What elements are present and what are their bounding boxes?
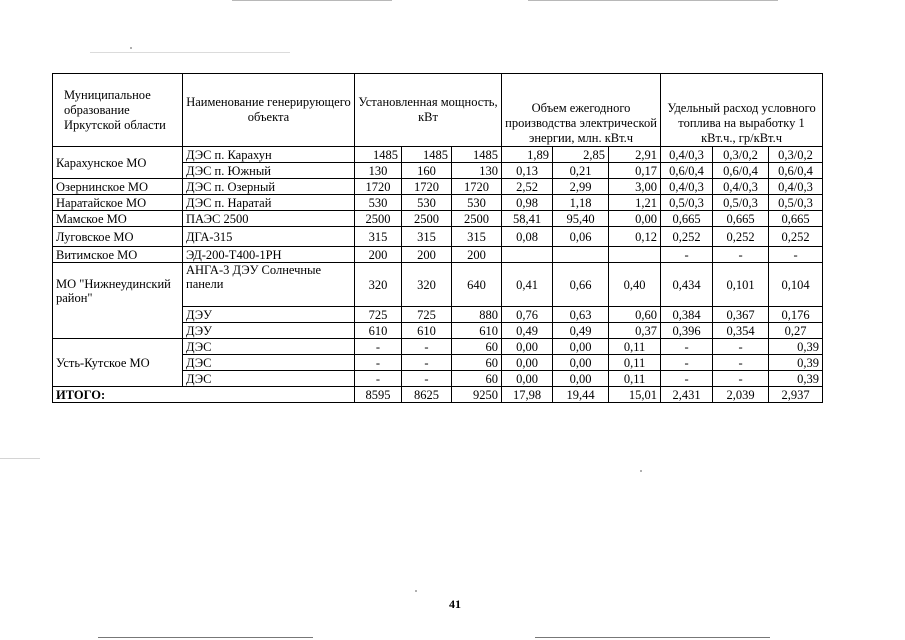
fuel-cell: - (661, 355, 713, 371)
fuel-cell: - (713, 339, 769, 355)
object-name: ДЭС п. Наратай (183, 195, 355, 211)
total-fuel-cell: 2,431 (661, 387, 713, 403)
object-name: ЭД-200-Т400-1РН (183, 247, 355, 263)
capacity-cell: 1720 (355, 179, 402, 195)
energy-cell (609, 247, 661, 263)
group-name: МО "Нижнеудинский район" (53, 263, 183, 339)
fuel-cell: - (713, 355, 769, 371)
total-capacity-cell: 8625 (402, 387, 452, 403)
fuel-cell: 0,384 (661, 307, 713, 323)
fuel-cell: 0,396 (661, 323, 713, 339)
fuel-cell: 0,3/0,2 (713, 147, 769, 163)
fuel-cell: 0,5/0,3 (769, 195, 823, 211)
capacity-cell: 160 (402, 163, 452, 179)
header-row (53, 74, 823, 147)
energy-cell: 0,37 (609, 323, 661, 339)
capacity-cell: 610 (355, 323, 402, 339)
energy-cell (553, 247, 609, 263)
fuel-cell: 0,4/0,3 (661, 147, 713, 163)
total-row (53, 387, 823, 403)
energy-cell: 0,76 (502, 307, 553, 323)
scan-artifact-line (528, 0, 778, 1)
header-fuel: Удельный расход условного топлива на выработку 1 кВт.ч., гр/кВт.ч (661, 74, 823, 147)
object-name: ДЭС (183, 355, 355, 371)
object-name: АНГА-3 ДЭУ Солнечные панели (183, 263, 355, 307)
fuel-cell: 0,27 (769, 323, 823, 339)
group-name: Озернинское МО (53, 179, 183, 195)
fuel-cell: 0,4/0,3 (769, 179, 823, 195)
capacity-cell: 320 (355, 263, 402, 307)
energy-cell (502, 247, 553, 263)
fuel-cell: 0,6/0,4 (713, 163, 769, 179)
energy-cell: 0,00 (553, 355, 609, 371)
table-row (53, 211, 823, 227)
capacity-cell: - (355, 355, 402, 371)
fuel-cell: 0,5/0,3 (713, 195, 769, 211)
group-name: Луговское МО (53, 227, 183, 247)
scan-artifact-line (535, 637, 770, 638)
fuel-cell: - (769, 247, 823, 263)
fuel-cell: 0,665 (661, 211, 713, 227)
header-object: Наименование генерирующего объекта (183, 74, 355, 147)
capacity-cell: 200 (452, 247, 502, 263)
energy-cell: 0,13 (502, 163, 553, 179)
energy-cell: 0,98 (502, 195, 553, 211)
total-capacity-cell: 8595 (355, 387, 402, 403)
fuel-cell: 0,5/0,3 (661, 195, 713, 211)
capacity-cell: 530 (452, 195, 502, 211)
energy-cell: 95,40 (553, 211, 609, 227)
capacity-cell: 130 (452, 163, 502, 179)
table-row (53, 195, 823, 211)
energy-cell: 0,41 (502, 263, 553, 307)
object-name: ДЭС п. Карахун (183, 147, 355, 163)
fuel-cell: 0,252 (769, 227, 823, 247)
capacity-cell: - (402, 339, 452, 355)
fuel-cell: 0,354 (713, 323, 769, 339)
energy-cell: 58,41 (502, 211, 553, 227)
fuel-cell: - (661, 339, 713, 355)
scan-artifact-line (98, 637, 313, 638)
table-row (53, 263, 823, 307)
energy-cell: 0,11 (609, 371, 661, 387)
energy-cell: 3,00 (609, 179, 661, 195)
energy-cell: 0,00 (502, 355, 553, 371)
fuel-cell: 0,176 (769, 307, 823, 323)
fuel-cell: 0,665 (769, 211, 823, 227)
energy-cell: 0,40 (609, 263, 661, 307)
capacity-cell: 60 (452, 339, 502, 355)
object-name: ДЭС п. Южный (183, 163, 355, 179)
energy-cell: 0,17 (609, 163, 661, 179)
energy-cell: 0,60 (609, 307, 661, 323)
fuel-cell: - (661, 371, 713, 387)
capacity-cell: - (402, 371, 452, 387)
fuel-cell: 0,39 (769, 355, 823, 371)
total-label: ИТОГО: (53, 387, 355, 403)
fuel-cell: 0,665 (713, 211, 769, 227)
table-row (53, 339, 823, 355)
header-energy: Объем ежегодного производства электрической энергии, млн. кВт.ч (502, 74, 661, 147)
capacity-cell: 320 (402, 263, 452, 307)
capacity-cell: 880 (452, 307, 502, 323)
fuel-cell: - (713, 371, 769, 387)
group-name: Усть-Кутское МО (53, 339, 183, 387)
capacity-cell: 1485 (402, 147, 452, 163)
object-name: ДЭС (183, 339, 355, 355)
object-name: ДЭУ (183, 307, 355, 323)
header-capacity: Установленная мощность, кВт (355, 74, 502, 147)
energy-cell: 0,00 (609, 211, 661, 227)
capacity-cell: 315 (452, 227, 502, 247)
capacity-cell: 315 (355, 227, 402, 247)
object-name: ДГА-315 (183, 227, 355, 247)
capacity-cell: 1485 (355, 147, 402, 163)
object-name: ДЭС п. Озерный (183, 179, 355, 195)
fuel-cell: - (661, 247, 713, 263)
capacity-cell: 315 (402, 227, 452, 247)
total-energy-cell: 17,98 (502, 387, 553, 403)
energy-cell: 0,11 (609, 339, 661, 355)
fuel-cell: 0,252 (713, 227, 769, 247)
energy-cell: 0,12 (609, 227, 661, 247)
fuel-cell: 0,104 (769, 263, 823, 307)
capacity-cell: 530 (402, 195, 452, 211)
table-row (53, 247, 823, 263)
energy-cell: 0,00 (553, 371, 609, 387)
energy-cell: 0,06 (553, 227, 609, 247)
object-name: ДЭУ (183, 323, 355, 339)
energy-cell: 0,49 (502, 323, 553, 339)
capacity-cell: 610 (402, 323, 452, 339)
object-name: ПАЭС 2500 (183, 211, 355, 227)
energy-cell: 2,85 (553, 147, 609, 163)
fuel-cell: 0,39 (769, 339, 823, 355)
capacity-cell: 2500 (452, 211, 502, 227)
capacity-cell: 725 (355, 307, 402, 323)
group-name: Мамское МО (53, 211, 183, 227)
capacity-cell: 60 (452, 371, 502, 387)
fuel-cell: 0,6/0,4 (661, 163, 713, 179)
energy-cell: 2,52 (502, 179, 553, 195)
fuel-cell: 0,6/0,4 (769, 163, 823, 179)
energy-cell: 2,91 (609, 147, 661, 163)
energy-cell: 0,00 (502, 339, 553, 355)
header-municipality: Муниципальное образование Иркутской области (53, 74, 183, 147)
energy-cell: 0,49 (553, 323, 609, 339)
capacity-cell: - (355, 339, 402, 355)
scan-speck (640, 470, 642, 472)
fuel-cell: 0,101 (713, 263, 769, 307)
total-fuel-cell: 2,937 (769, 387, 823, 403)
fuel-cell: 0,252 (661, 227, 713, 247)
total-energy-cell: 15,01 (609, 387, 661, 403)
energy-cell: 0,11 (609, 355, 661, 371)
scan-artifact-line (232, 0, 392, 1)
scan-artifact-line (0, 458, 40, 459)
scan-speck (415, 590, 417, 592)
fuel-cell: 0,434 (661, 263, 713, 307)
energy-cell: 0,66 (553, 263, 609, 307)
energy-cell: 1,89 (502, 147, 553, 163)
fuel-cell: 0,3/0,2 (769, 147, 823, 163)
energy-cell: 0,00 (502, 371, 553, 387)
capacity-cell: 130 (355, 163, 402, 179)
energy-cell: 0,21 (553, 163, 609, 179)
group-name: Наратайское МО (53, 195, 183, 211)
energy-cell: 0,63 (553, 307, 609, 323)
scan-speck (130, 47, 132, 49)
capacity-cell: 1720 (452, 179, 502, 195)
energy-cell: 2,99 (553, 179, 609, 195)
energy-cell: 1,18 (553, 195, 609, 211)
capacity-cell: - (402, 355, 452, 371)
capacity-cell: 640 (452, 263, 502, 307)
capacity-cell: 60 (452, 355, 502, 371)
capacity-cell: 200 (402, 247, 452, 263)
energy-cell: 1,21 (609, 195, 661, 211)
capacity-cell: 530 (355, 195, 402, 211)
page-number: 41 (449, 597, 461, 611)
group-name: Витимское МО (53, 247, 183, 263)
capacity-cell: 725 (402, 307, 452, 323)
capacity-cell: 1485 (452, 147, 502, 163)
table-row (53, 227, 823, 247)
object-name: ДЭС (183, 371, 355, 387)
total-fuel-cell: 2,039 (713, 387, 769, 403)
capacity-cell: 200 (355, 247, 402, 263)
capacity-cell: 2500 (355, 211, 402, 227)
group-name: Карахунское МО (53, 147, 183, 179)
fuel-cell: 0,39 (769, 371, 823, 387)
capacity-cell: - (355, 371, 402, 387)
table-row (53, 179, 823, 195)
capacity-cell: 1720 (402, 179, 452, 195)
total-energy-cell: 19,44 (553, 387, 609, 403)
power-plants-table (52, 73, 823, 403)
capacity-cell: 2500 (402, 211, 452, 227)
fuel-cell: 0,4/0,3 (661, 179, 713, 195)
fuel-cell: - (713, 247, 769, 263)
energy-cell: 0,00 (553, 339, 609, 355)
capacity-cell: 610 (452, 323, 502, 339)
scan-artifact-line (90, 52, 290, 53)
total-capacity-cell: 9250 (452, 387, 502, 403)
fuel-cell: 0,4/0,3 (713, 179, 769, 195)
table-row (53, 147, 823, 163)
energy-cell: 0,08 (502, 227, 553, 247)
fuel-cell: 0,367 (713, 307, 769, 323)
